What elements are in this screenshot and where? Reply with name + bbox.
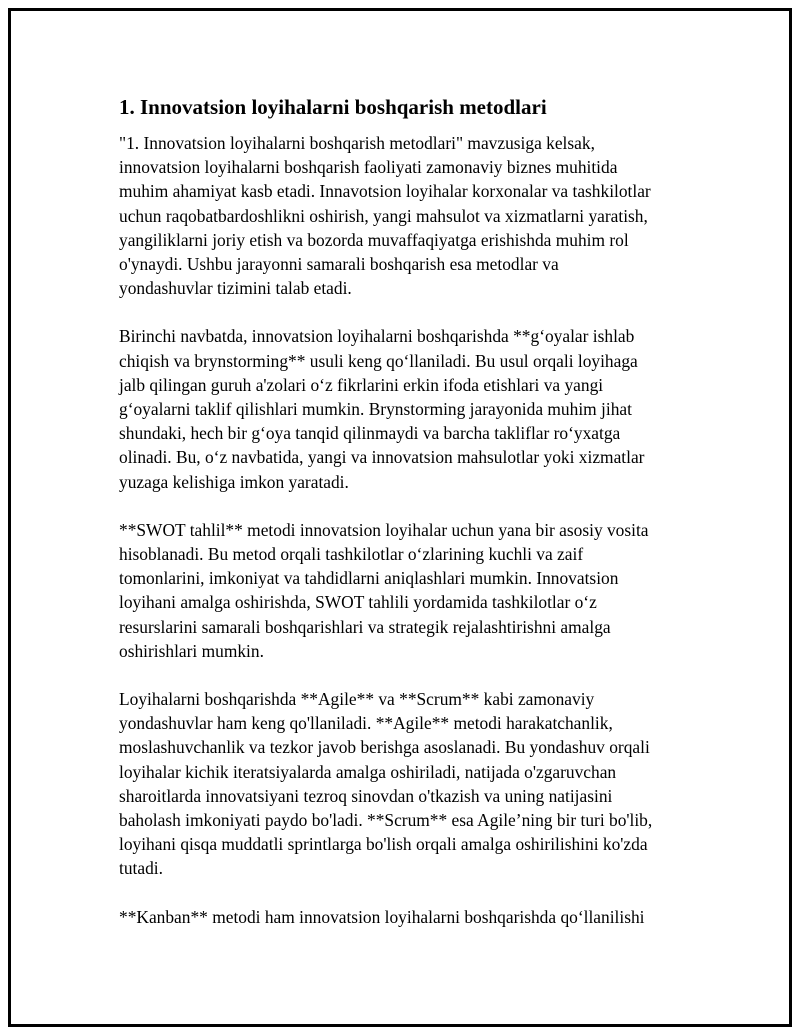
- text-line: loyihalar kichik iteratsiyalarda amalga oshiriladi, natijada o'zgaruvchan: [119, 761, 617, 782]
- paragraph-kanban: [119, 905, 699, 929]
- text-line: **SWOT tahlil** metodi innovatsion loyihalar uchun yana bir asosiy vosita: [119, 519, 649, 540]
- text-line: shundaki, hech bir g‘oya tanqid qilinmaydi va barcha takliflar ro‘yxatga: [119, 423, 621, 444]
- text-line: oshirishlari mumkin.: [119, 640, 264, 661]
- text-line: muhim ahamiyat kasb etadi. Innavotsion loyihalar korxonalar va tashkilotlar: [119, 181, 651, 202]
- text-line: Loyihalarni boshqarishda **Agile** va **Scrum** kabi zamonaviy: [119, 689, 595, 710]
- text-line: moslashuvchanlik va tezkor javob berishga asoslanadi. Bu yondashuv orqali: [119, 737, 650, 758]
- text-line: olinadi. Bu, o‘z navbatida, yangi va innovatsion mahsulotlar yoki xizmatlar: [119, 447, 645, 468]
- section-heading: 1. Innovatsion loyihalarni boshqarish metodlari: [119, 95, 547, 119]
- text-line: chiqish va brynstorming** usuli keng qo‘llaniladi. Bu usul orqali loyihaga: [119, 350, 638, 371]
- text-line: sharoitlarda innovatsiyani tezroq sinovdan o'tkazish va uning natijasini: [119, 785, 613, 806]
- text-line: tomonlarini, imkoniyat va tahdidlarni aniqlashlari mumkin. Innovatsion: [119, 568, 619, 589]
- paragraph-agile-scrum: [119, 687, 699, 881]
- text-line: yangiliklarni joriy etish va bozorda muvaffaqiyatga erishishda muhim rol: [119, 229, 629, 250]
- text-line: hisoblanadi. Bu metod orqali tashkilotlar o‘zlarining kuchli va zaif: [119, 544, 584, 565]
- text-line: yondashuvlar tizimini talab etadi.: [119, 278, 352, 299]
- text-line: yuzaga kelishiga imkon yaratadi.: [119, 471, 349, 492]
- text-line: loyihani amalga oshirishda, SWOT tahlili yordamida tashkilotlar o‘z: [119, 592, 597, 613]
- text-line: tutadi.: [119, 858, 163, 879]
- text-line: innovatsion loyihalarni boshqarish faoliyati zamonaviy biznes muhitida: [119, 157, 618, 178]
- text-line: jalb qilingan guruh a'zolari o‘z fikrlarini erkin ifoda etishlari va yangi: [119, 374, 604, 395]
- paragraph-swot: [119, 518, 699, 663]
- text-line: uchun raqobatbardoshlikni oshirish, yangi mahsulot va xizmatlarni yaratish,: [119, 205, 648, 226]
- text-line: resurslarini samarali boshqarishlari va strategik rejalashtirishni amalga: [119, 616, 611, 637]
- text-line: "1. Innovatsion loyihalarni boshqarish metodlari" mavzusiga kelsak,: [119, 133, 595, 153]
- text-line: **Kanban** metodi ham innovatsion loyihalarni boshqarishda qo‘llanilishi: [119, 906, 645, 927]
- paragraph-brainstorming: [119, 324, 699, 493]
- text-line: yondashuvlar ham keng qo'llaniladi. **Agile** metodi harakatchanlik,: [119, 713, 613, 734]
- page-frame: [8, 8, 792, 1027]
- text-line: loyihani qisqa muddatli sprintlarga bo'lish orqali amalga oshirilishini ko'zda: [119, 834, 648, 855]
- text-line: baholash imkoniyati paydo bo'ladi. **Scrum** esa Agile’ning bir turi bo'lib,: [119, 810, 653, 831]
- paragraph-intro: [119, 131, 699, 300]
- text-line: Birinchi navbatda, innovatsion loyihalarni boshqarishda **g‘oyalar ishlab: [119, 326, 635, 347]
- text-line: g‘oyalarni taklif qilishlari mumkin. Brynstorming jarayonida muhim jihat: [119, 399, 632, 420]
- document-content: [119, 93, 699, 953]
- text-line: o'ynaydi. Ushbu jarayonni samarali boshqarish esa metodlar va: [119, 254, 559, 275]
